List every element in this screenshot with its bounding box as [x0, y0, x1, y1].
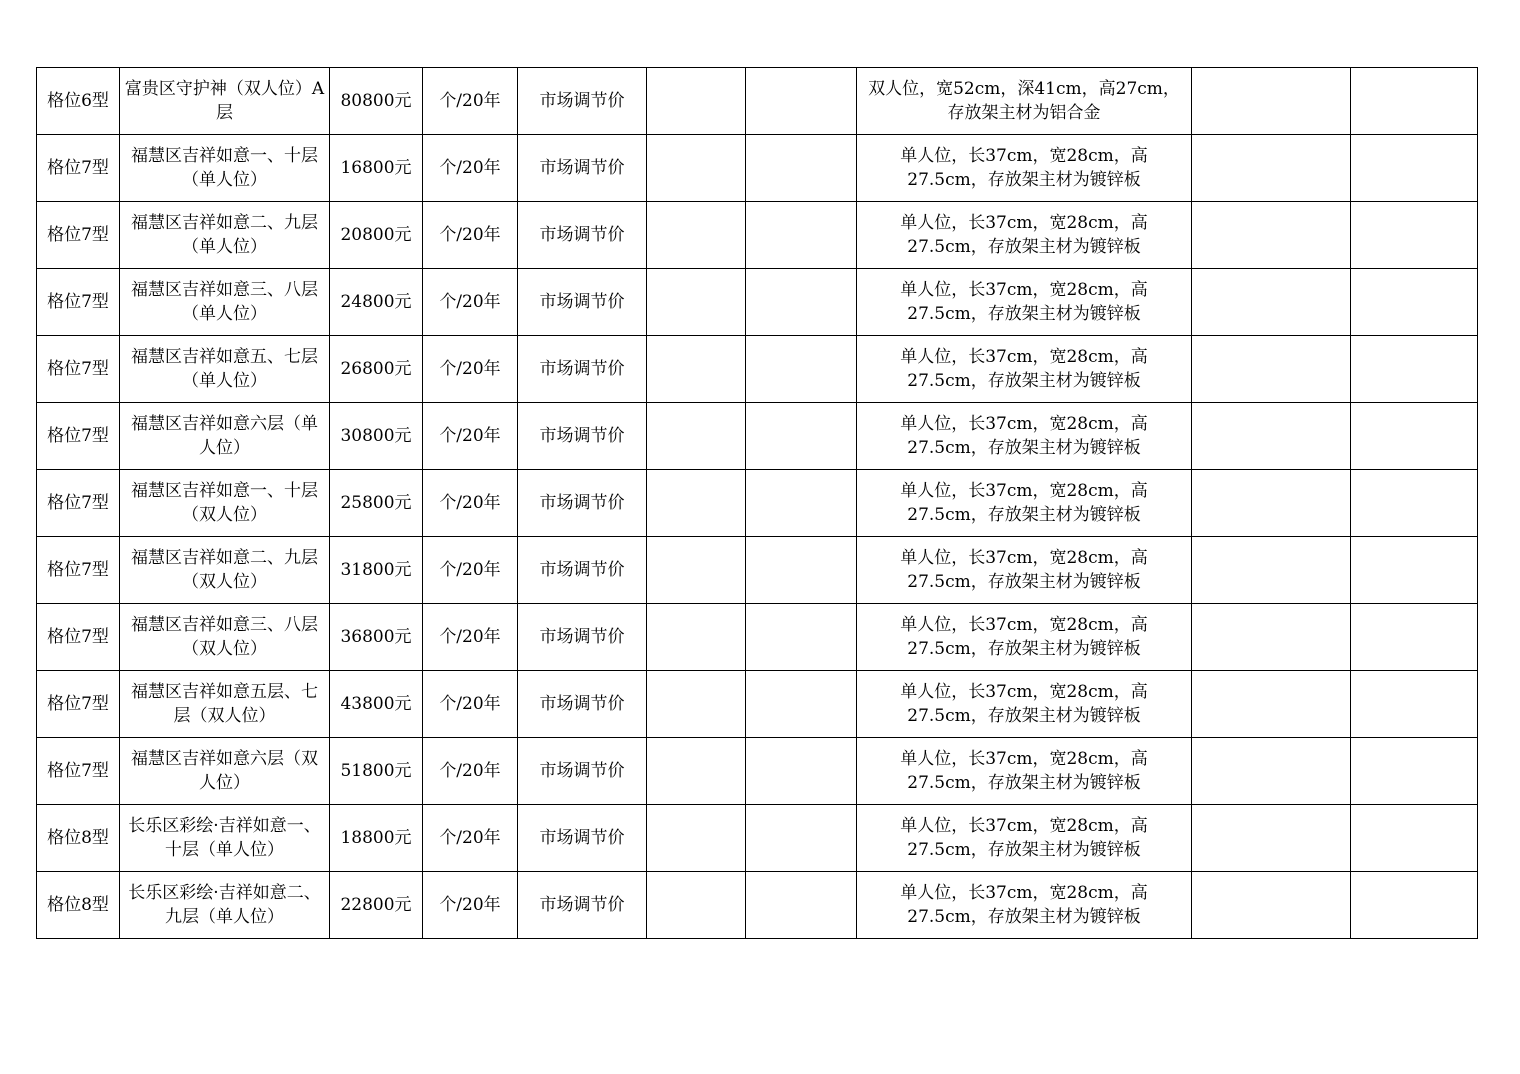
cell-type: 格位8型	[37, 805, 120, 872]
cell-type: 格位8型	[37, 872, 120, 939]
table-row	[37, 738, 1478, 805]
cell-name: 福慧区吉祥如意二、九层（单人位）	[120, 202, 330, 269]
cell-unit: 个/20年	[423, 604, 518, 671]
cell-unit: 个/20年	[423, 202, 518, 269]
cell-pricing: 市场调节价	[518, 269, 647, 336]
cell-pricing: 市场调节价	[518, 470, 647, 537]
cell-spec: 单人位，长37cm，宽28cm，高27.5cm，存放架主材为镀锌板	[857, 872, 1192, 939]
cell-empty-a	[647, 537, 746, 604]
cell-empty-b	[746, 738, 857, 805]
cell-empty-d	[1351, 470, 1478, 537]
cell-spec: 单人位，长37cm，宽28cm，高27.5cm，存放架主材为镀锌板	[857, 403, 1192, 470]
cell-pricing: 市场调节价	[518, 202, 647, 269]
cell-type: 格位7型	[37, 738, 120, 805]
cell-spec: 单人位，长37cm，宽28cm，高27.5cm，存放架主材为镀锌板	[857, 202, 1192, 269]
cell-empty-a	[647, 135, 746, 202]
table-row	[37, 403, 1478, 470]
cell-spec: 单人位，长37cm，宽28cm，高27.5cm，存放架主材为镀锌板	[857, 671, 1192, 738]
cell-pricing: 市场调节价	[518, 805, 647, 872]
cell-type: 格位7型	[37, 537, 120, 604]
table-row	[37, 470, 1478, 537]
cell-spec: 单人位，长37cm，宽28cm，高27.5cm，存放架主材为镀锌板	[857, 537, 1192, 604]
table-row	[37, 872, 1478, 939]
cell-name: 福慧区吉祥如意三、八层（双人位）	[120, 604, 330, 671]
cell-empty-b	[746, 537, 857, 604]
cell-pricing: 市场调节价	[518, 604, 647, 671]
cell-empty-d	[1351, 202, 1478, 269]
cell-unit: 个/20年	[423, 738, 518, 805]
cell-empty-d	[1351, 537, 1478, 604]
table-row	[37, 202, 1478, 269]
cell-empty-a	[647, 738, 746, 805]
cell-empty-d	[1351, 872, 1478, 939]
cell-unit: 个/20年	[423, 872, 518, 939]
cell-empty-d	[1351, 135, 1478, 202]
cell-spec: 单人位，长37cm，宽28cm，高27.5cm，存放架主材为镀锌板	[857, 738, 1192, 805]
cell-type: 格位7型	[37, 604, 120, 671]
cell-pricing: 市场调节价	[518, 738, 647, 805]
cell-empty-a	[647, 872, 746, 939]
cell-price: 16800元	[330, 135, 423, 202]
table-row	[37, 805, 1478, 872]
table-row	[37, 336, 1478, 403]
cell-empty-a	[647, 336, 746, 403]
cell-price: 20800元	[330, 202, 423, 269]
cell-unit: 个/20年	[423, 68, 518, 135]
table-body	[37, 68, 1478, 939]
cell-type: 格位7型	[37, 269, 120, 336]
table-row	[37, 135, 1478, 202]
cell-price: 43800元	[330, 671, 423, 738]
cell-price: 80800元	[330, 68, 423, 135]
cell-price: 22800元	[330, 872, 423, 939]
cell-name: 长乐区彩绘·吉祥如意一、十层（单人位）	[120, 805, 330, 872]
cell-pricing: 市场调节价	[518, 135, 647, 202]
cell-price: 25800元	[330, 470, 423, 537]
cell-pricing: 市场调节价	[518, 872, 647, 939]
cell-name: 福慧区吉祥如意三、八层（单人位）	[120, 269, 330, 336]
cell-unit: 个/20年	[423, 269, 518, 336]
cell-empty-a	[647, 403, 746, 470]
cell-empty-b	[746, 872, 857, 939]
cell-empty-c	[1192, 403, 1351, 470]
cell-spec: 单人位，长37cm，宽28cm，高27.5cm，存放架主材为镀锌板	[857, 135, 1192, 202]
cell-name: 福慧区吉祥如意二、九层（双人位）	[120, 537, 330, 604]
cell-spec: 双人位，宽52cm，深41cm，高27cm，存放架主材为铝合金	[857, 68, 1192, 135]
cell-empty-a	[647, 604, 746, 671]
cell-name: 福慧区吉祥如意一、十层（双人位）	[120, 470, 330, 537]
cell-empty-b	[746, 805, 857, 872]
cell-type: 格位7型	[37, 671, 120, 738]
cell-name: 长乐区彩绘·吉祥如意二、九层（单人位）	[120, 872, 330, 939]
cell-type: 格位7型	[37, 470, 120, 537]
cell-type: 格位7型	[37, 202, 120, 269]
cell-empty-d	[1351, 68, 1478, 135]
price-table	[36, 67, 1478, 939]
cell-empty-d	[1351, 336, 1478, 403]
cell-name: 福慧区吉祥如意六层（单人位）	[120, 403, 330, 470]
cell-empty-c	[1192, 604, 1351, 671]
cell-empty-c	[1192, 68, 1351, 135]
cell-empty-b	[746, 470, 857, 537]
cell-name: 福慧区吉祥如意六层（双人位）	[120, 738, 330, 805]
cell-pricing: 市场调节价	[518, 403, 647, 470]
cell-empty-d	[1351, 269, 1478, 336]
cell-pricing: 市场调节价	[518, 336, 647, 403]
cell-pricing: 市场调节价	[518, 68, 647, 135]
cell-price: 26800元	[330, 336, 423, 403]
table-row	[37, 68, 1478, 135]
cell-spec: 单人位，长37cm，宽28cm，高27.5cm，存放架主材为镀锌板	[857, 336, 1192, 403]
cell-empty-c	[1192, 269, 1351, 336]
cell-empty-a	[647, 470, 746, 537]
cell-empty-b	[746, 604, 857, 671]
cell-unit: 个/20年	[423, 671, 518, 738]
cell-unit: 个/20年	[423, 336, 518, 403]
cell-empty-c	[1192, 202, 1351, 269]
cell-empty-b	[746, 671, 857, 738]
cell-empty-c	[1192, 805, 1351, 872]
cell-empty-c	[1192, 135, 1351, 202]
cell-spec: 单人位，长37cm，宽28cm，高27.5cm，存放架主材为镀锌板	[857, 805, 1192, 872]
cell-price: 18800元	[330, 805, 423, 872]
table-row	[37, 269, 1478, 336]
cell-empty-a	[647, 671, 746, 738]
cell-unit: 个/20年	[423, 470, 518, 537]
cell-name: 福慧区吉祥如意五、七层（单人位）	[120, 336, 330, 403]
cell-empty-a	[647, 269, 746, 336]
cell-empty-b	[746, 269, 857, 336]
cell-empty-c	[1192, 872, 1351, 939]
cell-name: 福慧区吉祥如意一、十层（单人位）	[120, 135, 330, 202]
cell-empty-b	[746, 336, 857, 403]
cell-empty-b	[746, 135, 857, 202]
cell-empty-d	[1351, 805, 1478, 872]
cell-empty-c	[1192, 738, 1351, 805]
cell-empty-a	[647, 202, 746, 269]
cell-empty-c	[1192, 537, 1351, 604]
cell-price: 30800元	[330, 403, 423, 470]
cell-type: 格位6型	[37, 68, 120, 135]
cell-empty-d	[1351, 738, 1478, 805]
cell-type: 格位7型	[37, 336, 120, 403]
table-row	[37, 604, 1478, 671]
cell-empty-d	[1351, 403, 1478, 470]
cell-unit: 个/20年	[423, 805, 518, 872]
cell-type: 格位7型	[37, 135, 120, 202]
cell-empty-c	[1192, 336, 1351, 403]
cell-pricing: 市场调节价	[518, 537, 647, 604]
cell-empty-c	[1192, 470, 1351, 537]
cell-unit: 个/20年	[423, 537, 518, 604]
cell-name: 富贵区守护神（双人位）A层	[120, 68, 330, 135]
cell-spec: 单人位，长37cm，宽28cm，高27.5cm，存放架主材为镀锌板	[857, 269, 1192, 336]
cell-empty-b	[746, 202, 857, 269]
cell-empty-a	[647, 68, 746, 135]
cell-unit: 个/20年	[423, 403, 518, 470]
cell-empty-a	[647, 805, 746, 872]
table-row	[37, 537, 1478, 604]
cell-name: 福慧区吉祥如意五层、七层（双人位）	[120, 671, 330, 738]
cell-empty-d	[1351, 671, 1478, 738]
cell-spec: 单人位，长37cm，宽28cm，高27.5cm，存放架主材为镀锌板	[857, 604, 1192, 671]
cell-price: 24800元	[330, 269, 423, 336]
table-row	[37, 671, 1478, 738]
cell-empty-b	[746, 403, 857, 470]
cell-empty-b	[746, 68, 857, 135]
cell-price: 51800元	[330, 738, 423, 805]
cell-price: 31800元	[330, 537, 423, 604]
cell-pricing: 市场调节价	[518, 671, 647, 738]
cell-spec: 单人位，长37cm，宽28cm，高27.5cm，存放架主材为镀锌板	[857, 470, 1192, 537]
cell-type: 格位7型	[37, 403, 120, 470]
cell-empty-c	[1192, 671, 1351, 738]
cell-empty-d	[1351, 604, 1478, 671]
cell-unit: 个/20年	[423, 135, 518, 202]
cell-price: 36800元	[330, 604, 423, 671]
